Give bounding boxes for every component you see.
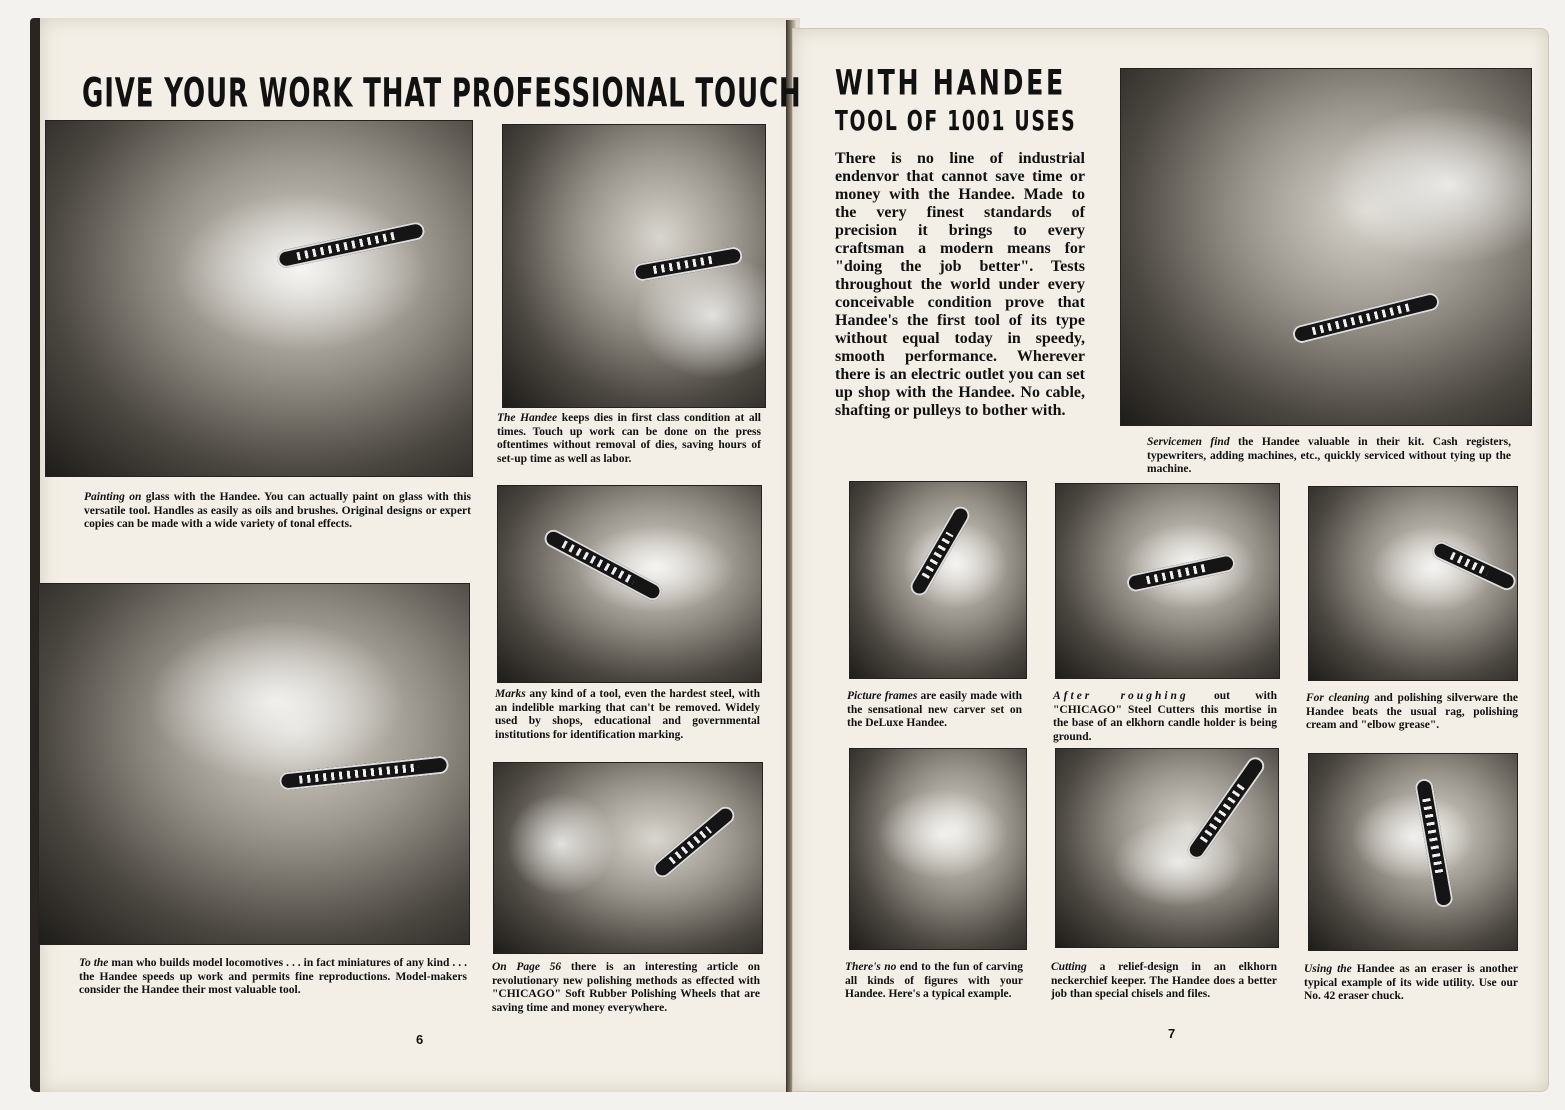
caption-marking: Marks any kind of a tool, even the hardest steel, with an indelible marking that can't be removed. Widely used by shops, educational and governmental institutions for identification marking. bbox=[495, 688, 760, 741]
caption-silverware: For cleaning and polishing silverware the Handee beats the usual rag, polishing cream and "elbow grease". bbox=[1306, 692, 1518, 731]
photo-carved-figures bbox=[849, 748, 1027, 950]
photo-silverware bbox=[1308, 486, 1518, 681]
caption-eraser: Using the Handee as an eraser is another typical example of its wide utility. Use our No. 42 eraser chuck. bbox=[1304, 963, 1518, 1002]
caption-picture-frames: Picture frames are easily made with the sensational new carver set on the DeLuxe Handee. bbox=[847, 690, 1023, 729]
caption-serviceman: Servicemen find the Handee valuable in their kit. Cash registers, typewriters, adding machines, etc., quickly serviced without tying up the machine. bbox=[1147, 436, 1511, 475]
photo-painting-on-glass bbox=[45, 120, 473, 477]
right-page-number: 7 bbox=[1168, 1026, 1176, 1041]
caption-painting-on-glass: Painting on glass with the Handee. You can actually paint on glass with this versatile tool. Handles as easily as oils and brushes. Original designs or expert copies can be made with a wide variety of tonal effects. bbox=[84, 491, 471, 530]
photo-neckerchief-keeper bbox=[1055, 748, 1279, 948]
right-headline-1: WITH HANDEE bbox=[835, 62, 1066, 104]
photo-picture-frames bbox=[849, 481, 1027, 679]
left-page-number: 6 bbox=[416, 1032, 424, 1047]
photo-marking bbox=[497, 485, 762, 683]
caption-dies: The Handee keeps dies in first class condition at all times. Touch up work can be done on the press oftentimes without removal of dies, saving hours of set-up time as well as labor. bbox=[497, 412, 762, 465]
photo-candle-holder bbox=[1055, 483, 1280, 679]
caption-neckerchief-keeper: Cutting a relief-design in an elkhorn neckerchief keeper. The Handee does a better job than special chisels and files. bbox=[1051, 961, 1277, 1000]
photo-serviceman bbox=[1120, 68, 1532, 426]
intro-body-text: There is no line of industrial endenvor that cannot save time or money with the Handee. Made to the very finest standards of precision it brings to every craftsman a modern means for "doing the job better". Tests throughout the world under every conceivable condition prove that Handee's the first tool of its type without equal today in speedy, smooth performance. Wherever there is an electric outlet you can set up shop with the Handee. No cable, shafting or pulleys to bother with. bbox=[835, 150, 1085, 419]
photo-polishing-wheel bbox=[493, 762, 763, 954]
caption-carved-figures: There's no end to the fun of carving all kinds of figures with your Handee. Here's a typical example. bbox=[845, 961, 1023, 1000]
caption-candle-holder: After roughing out with "CHICAGO" Steel Cutters this mortise in the base of an elkhorn candle holder is being ground. bbox=[1053, 690, 1277, 743]
caption-model-locomotive: To the man who builds model locomotives . . . in fact miniatures of any kind . . . the Handee speeds up work and permits fine reproductions. Model-makers consider the Handee their most valuable tool. bbox=[79, 957, 467, 996]
photo-eraser bbox=[1308, 753, 1518, 951]
photo-dies bbox=[502, 124, 766, 408]
caption-polishing-wheel: On Page 56 there is an interesting article on revolutionary new polishing methods as effected with "CHICAGO" Soft Rubber Polishing Wheels that are saving time and money everywhere. bbox=[492, 961, 760, 1014]
left-headline: GIVE YOUR WORK THAT PROFESSIONAL TOUCH bbox=[82, 70, 802, 117]
right-headline-2: TOOL OF 1001 USES bbox=[835, 106, 1077, 138]
photo-model-locomotive bbox=[38, 583, 470, 945]
